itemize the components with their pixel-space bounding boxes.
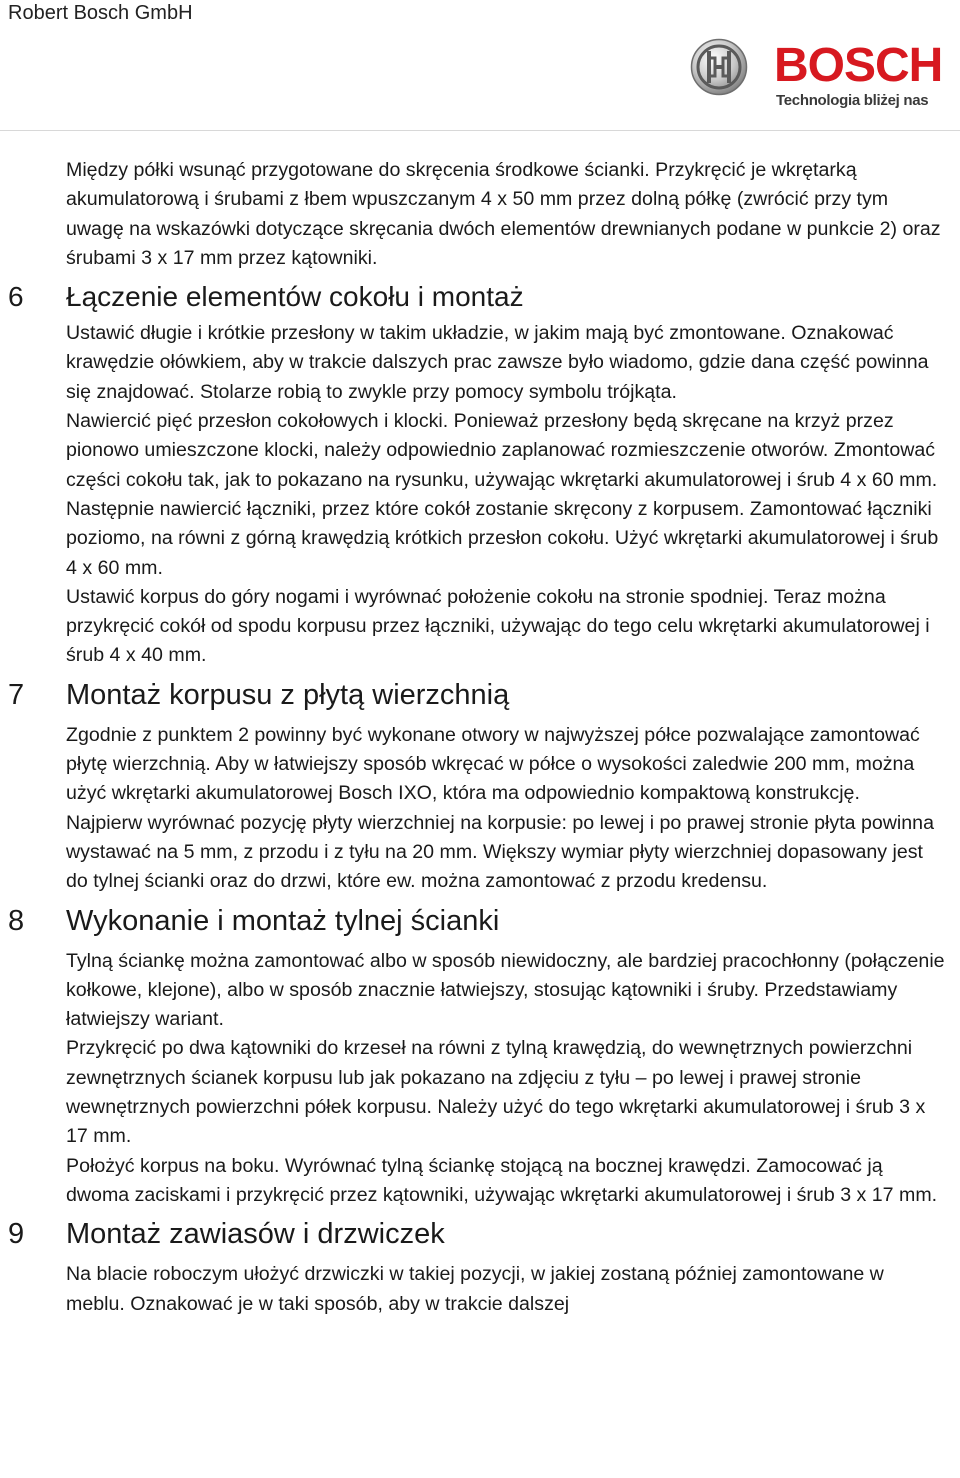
section-title: Wykonanie i montaż tylnej ścianki: [66, 904, 500, 937]
section-number: 9: [8, 1218, 25, 1251]
intro-paragraph: Między półki wsunąć przygotowane do skręcenia środkowe ścianki. Przykręcić je wkrętarką akumulatorową i śrubami z łbem wpuszczanym 4 x 50 mm przez dolną półkę (zwrócić przy tym uwagę na wskazówki dotyczące skręcania dwóch elementów drewnianych podane w punkcie 2) oraz śrubami 3 x 17 mm przez kątowniki.: [66, 159, 941, 269]
company-name: Robert Bosch GmbH: [8, 2, 193, 24]
bosch-armature-icon: [690, 38, 748, 96]
section-title: Montaż korpusu z płytą wierzchnią: [66, 678, 510, 711]
paragraph: Ustawić korpus do góry nogami i wyrównać położenie cokołu na stronie spodniej. Teraz można przykręcić cokół od spodu korpusu przez łączniki, używając do tego celu wkrętarki akumulatorowej i śrub 4 x 40 mm.: [66, 585, 930, 667]
section-6: [0, 273, 960, 671]
paragraph: Na blacie roboczym ułożyć drzwiczki w takiej pozycji, w jakiej zostaną później zamontowane w meblu. Oznakować je w taki sposób, aby w trakcie dalszej: [66, 1263, 884, 1315]
paragraph: Położyć korpus na boku. Wyrównać tylną ściankę stojącą na bocznej krawędzi. Zamocować ją dwoma zaciskami i przykręcić przez kątowniki, używając wkrętarki akumulatorowej i śrub 3 x 17 mm.: [66, 1154, 938, 1206]
document-body: [0, 156, 960, 1319]
header-divider: [0, 130, 960, 131]
section-title: Montaż zawiasów i drzwiczek: [66, 1218, 445, 1251]
section-heading: [0, 1210, 960, 1260]
bosch-logo: [690, 36, 952, 112]
section-number: 8: [8, 904, 25, 937]
section-heading: [0, 671, 960, 721]
section-number: 6: [8, 281, 24, 313]
section-number: 7: [8, 678, 25, 711]
section-heading: [0, 897, 960, 947]
logo-wordmark: BOSCH: [774, 39, 943, 92]
paragraph: Zgodnie z punktem 2 powinny być wykonane otwory w najwyższej półce pozwalające zamontować płytę wierzchnią. Aby w łatwiejszy sposób wkręcać w półce o wysokości zaledwie 200 mm, można użyć wkrętarki akumulatorowej Bosch IXO, która ma odpowiednio kompaktową konstrukcję.: [66, 723, 920, 805]
section-7: [0, 671, 960, 897]
section-8: [0, 897, 960, 1211]
logo-tagline: Technologia bliżej nas: [776, 92, 929, 109]
section-heading: [0, 273, 960, 319]
section-9: [0, 1210, 960, 1319]
paragraph: Tylną ściankę można zamontować albo w sposób niewidoczny, ale bardziej pracochłonny (połączenie kołkowe, klejone), albo w sposób znacznie łatwiejszy, stosując kątowniki i śruby. Przedstawiamy łatwiejszy wariant.: [66, 949, 945, 1031]
paragraph: Nawiercić pięć przesłon cokołowych i klocki. Ponieważ przesłony będą skręcane na krzyż przez pionowo umieszczone klocki, należy odpowiednio zaplanować rozmieszczenie otworów. Zmontować części cokołu tak, jak to pokazano na rysunku, używając wkrętarki akumulatorowej i śrub 4 x 60 mm. Następnie nawiercić łączniki, przez które cokół zostanie skręcony z korpusem. Zamontować łączniki poziomo, na równi z górną krawędzią krótkich przesłon cokołu. Użyć wkrętarki akumulatorowej i śrub 4 x 60 mm.: [66, 410, 939, 579]
paragraph: Przykręcić po dwa kątowniki do krzeseł na równi z tylną krawędzią, do wewnętrznych powierzchni zewnętrznych ścianek korpusu lub jak pokazano na zdjęciu z tyłu – po lewej i prawej stronie wewnętrznych powierzchni półek korpusu. Należy użyć do tego wkrętarki akumulatorowej i śrub 3 x 17 mm.: [66, 1037, 926, 1148]
paragraph: Ustawić długie i krótkie przesłony w takim układzie, w jakim mają być zmontowane. Oznakować krawędzie ołówkiem, aby w trakcie dalszych prac zawsze było wiadomo, gdzie dana część powinna się znajdować. Stolarze robią to zwykle przy pomocy symbolu trójkąta.: [66, 322, 929, 403]
section-title: Łączenie elementów cokołu i montaż: [66, 281, 524, 313]
paragraph: Najpierw wyrównać pozycję płyty wierzchniej na korpusie: po lewej i po prawej stronie płyta powinna wystawać na 5 mm, z przodu i z tyłu na 20 mm. Większy wymiar płyty wierzchniej dopasowany jest do tylnej ścianki oraz do drzwi, które ew. można zamontować z przodu kredensu.: [66, 811, 934, 893]
